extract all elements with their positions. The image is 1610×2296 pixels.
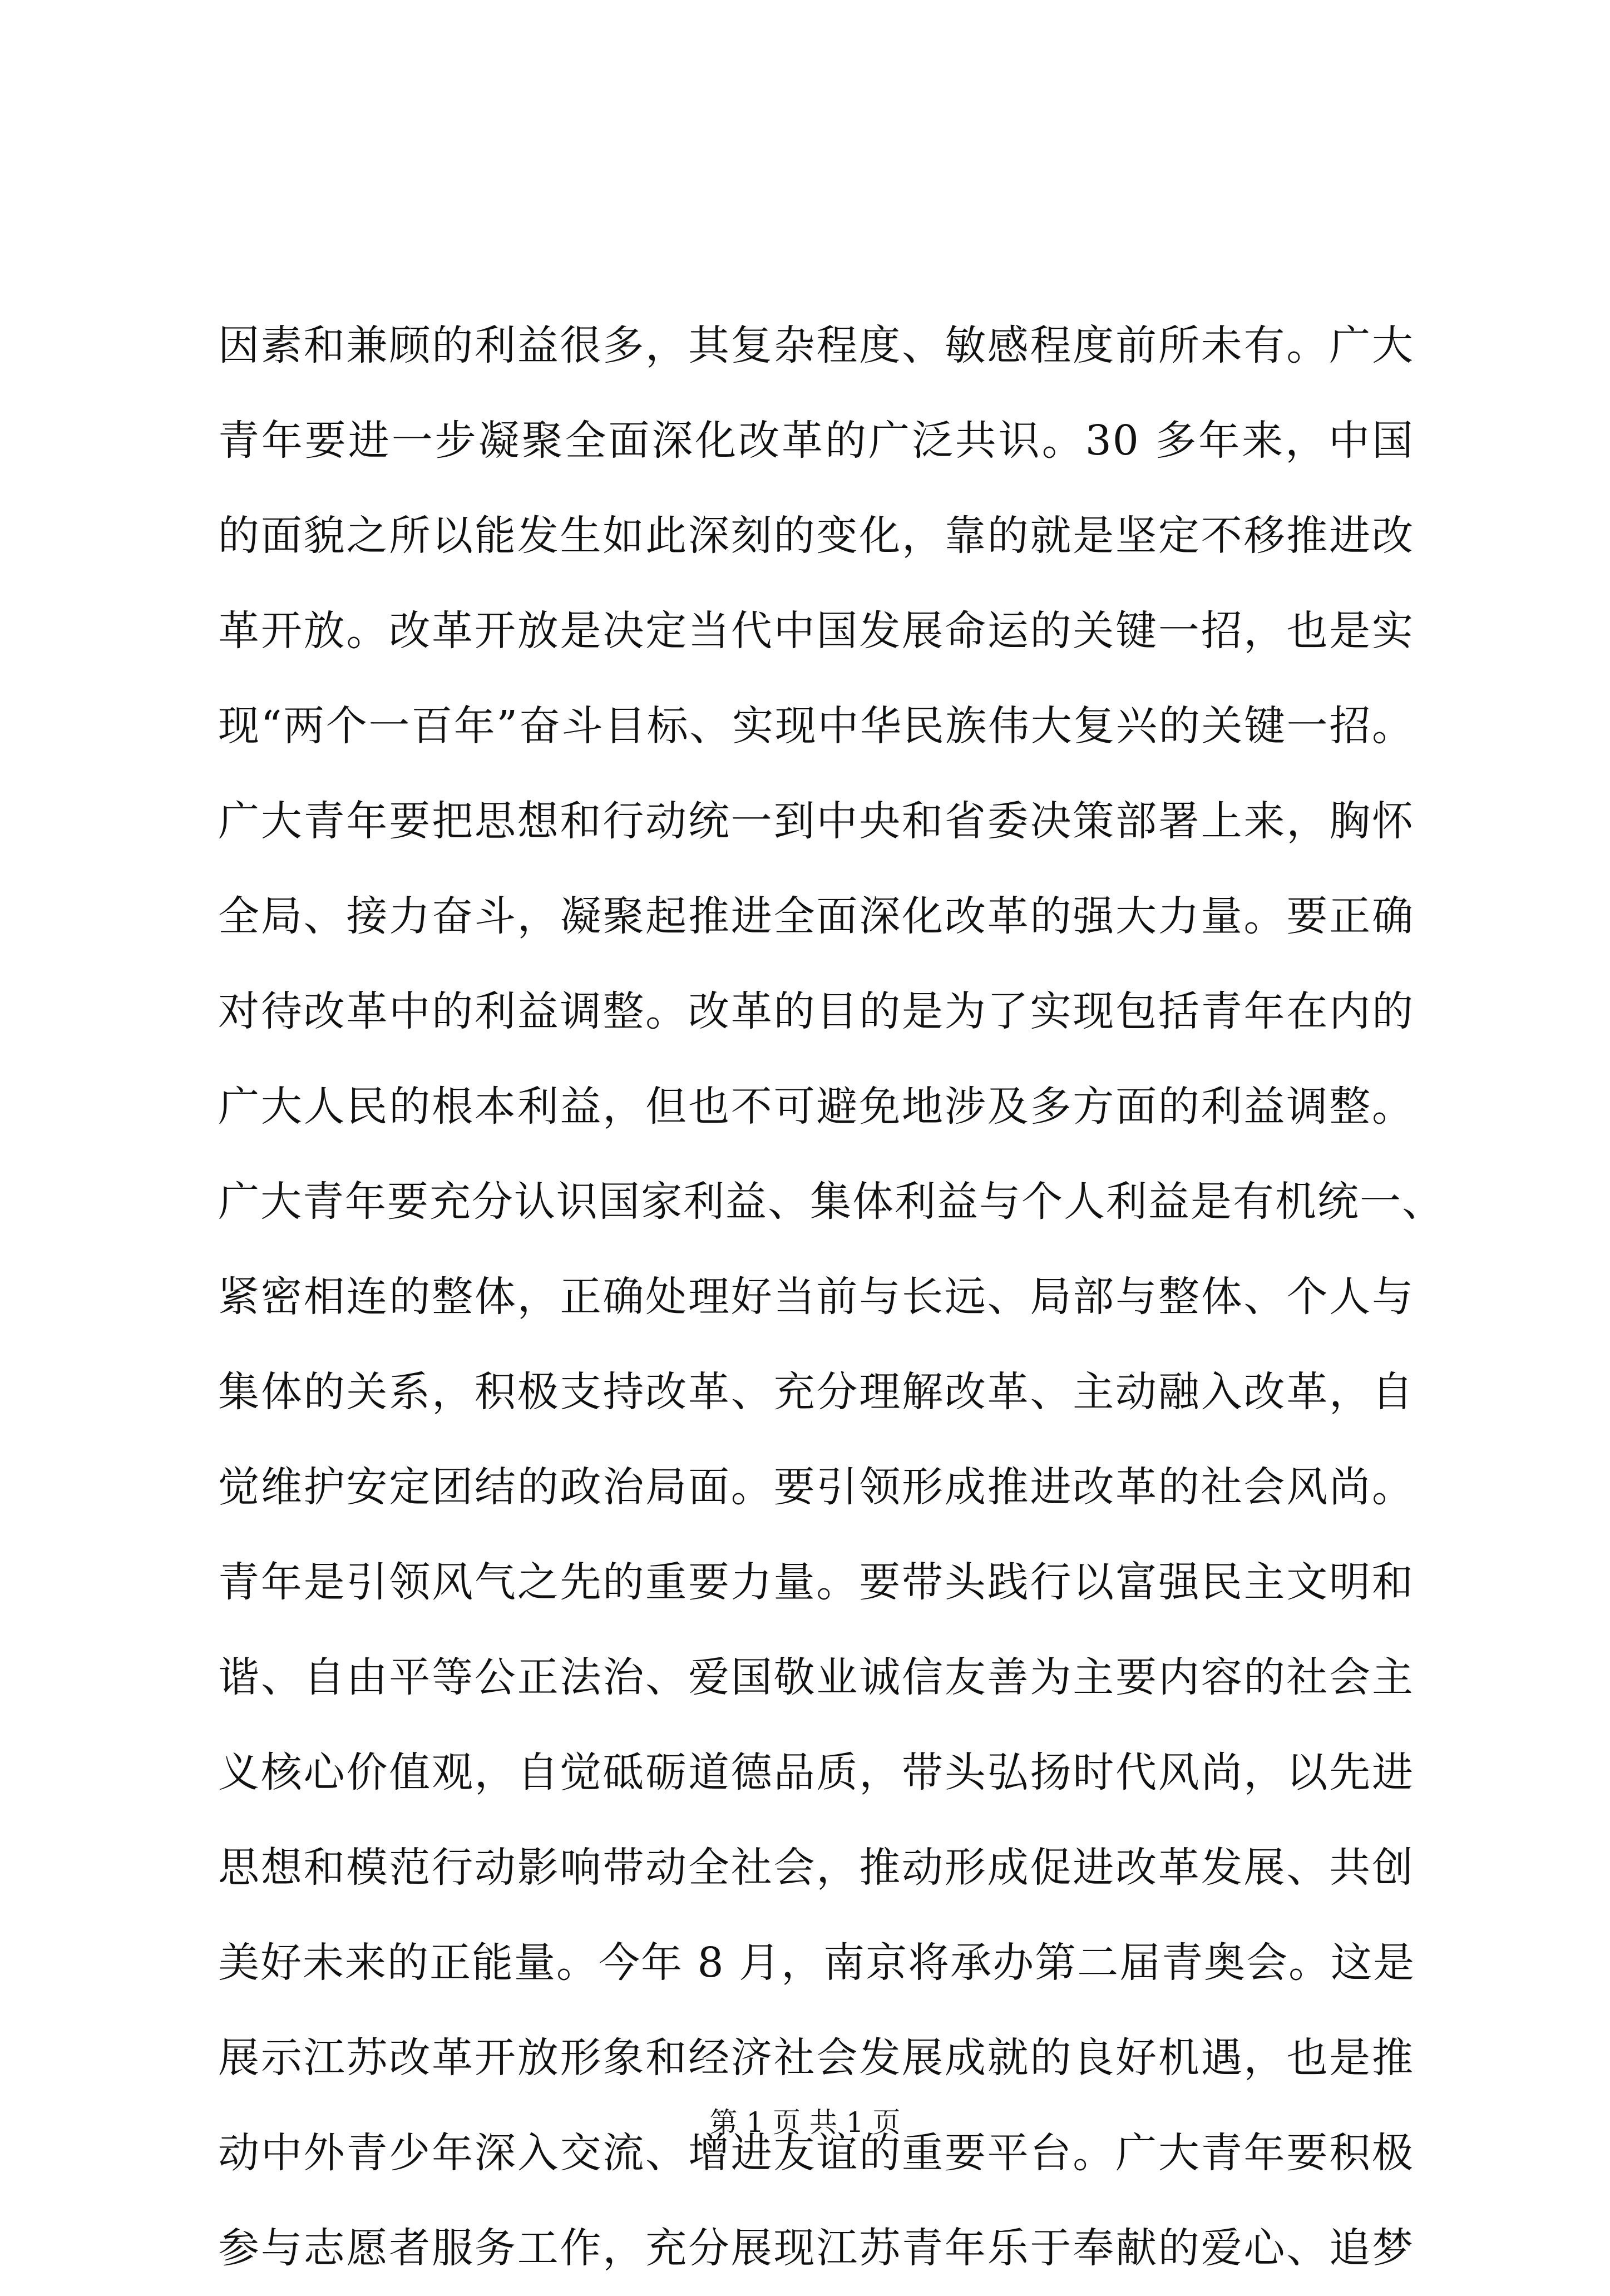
page-number-label: 第 1 页 共 1 页 — [709, 2106, 901, 2139]
text-line: 的面貌之所以能发生如此深刻的变化，靠的就是坚定不移推进改 — [218, 512, 1414, 560]
text-line: 青年要进一步凝聚全面深化改革的广泛共识。30 多年来，中国 — [218, 417, 1414, 465]
text-line: 谐、自由平等公正法治、爱国敬业诚信友善为主要内容的社会主 — [218, 1653, 1414, 1701]
text-line: 因素和兼顾的利益很多，其复杂程度、敏感程度前所未有。广大 — [218, 322, 1414, 369]
text-line: 广大青年要把思想和行动统一到中央和省委决策部署上来，胸怀 — [218, 797, 1414, 845]
text-line: 思想和模范行动影响带动全社会，推动形成促进改革发展、共创 — [218, 1844, 1414, 1892]
text-line: 革开放。改革开放是决定当代中国发展命运的关键一招，也是实 — [218, 607, 1414, 655]
text-line: 美好未来的正能量。今年 8 月，南京将承办第二届青奥会。这是 — [218, 1939, 1416, 1987]
text-line: 觉维护安定团结的政治局面。要引领形成推进改革的社会风尚。 — [218, 1463, 1414, 1511]
text-line: 集体的关系，积极支持改革、充分理解改革、主动融入改革，自 — [218, 1368, 1414, 1416]
text-line: 广大青年要充分认识国家利益、集体利益与个人利益是有机统一、 — [218, 1178, 1444, 1226]
body-text — [218, 298, 1444, 2296]
text-line: 青年是引领风气之先的重要力量。要带头践行以富强民主文明和 — [218, 1558, 1414, 1606]
text-line: 参与志愿者服务工作，充分展现江苏青年乐于奉献的爱心、追梦 — [218, 2224, 1414, 2272]
page-footer — [0, 2103, 1610, 2142]
text-line: 全局、接力奋斗，凝聚起推进全面深化改革的强大力量。要正确 — [218, 892, 1414, 940]
text-line: 义核心价值观，自觉砥砺道德品质，带头弘扬时代风尚，以先进 — [218, 1749, 1414, 1796]
text-line: 现“两个一百年”奋斗目标、实现中华民族伟大复兴的关键一招。 — [218, 702, 1414, 750]
text-line: 动中外青少年深入交流、增进友谊的重要平台。广大青年要积极 — [218, 2129, 1414, 2177]
text-line: 对待改革中的利益调整。改革的目的是为了实现包括青年在内的 — [218, 987, 1414, 1035]
text-line: 展示江苏改革开放形象和经济社会发展成就的良好机遇，也是推 — [218, 2034, 1414, 2082]
text-line: 紧密相连的整体，正确处理好当前与长远、局部与整体、个人与 — [218, 1273, 1414, 1321]
text-line: 广大人民的根本利益，但也不可避免地涉及多方面的利益调整。 — [218, 1083, 1414, 1130]
